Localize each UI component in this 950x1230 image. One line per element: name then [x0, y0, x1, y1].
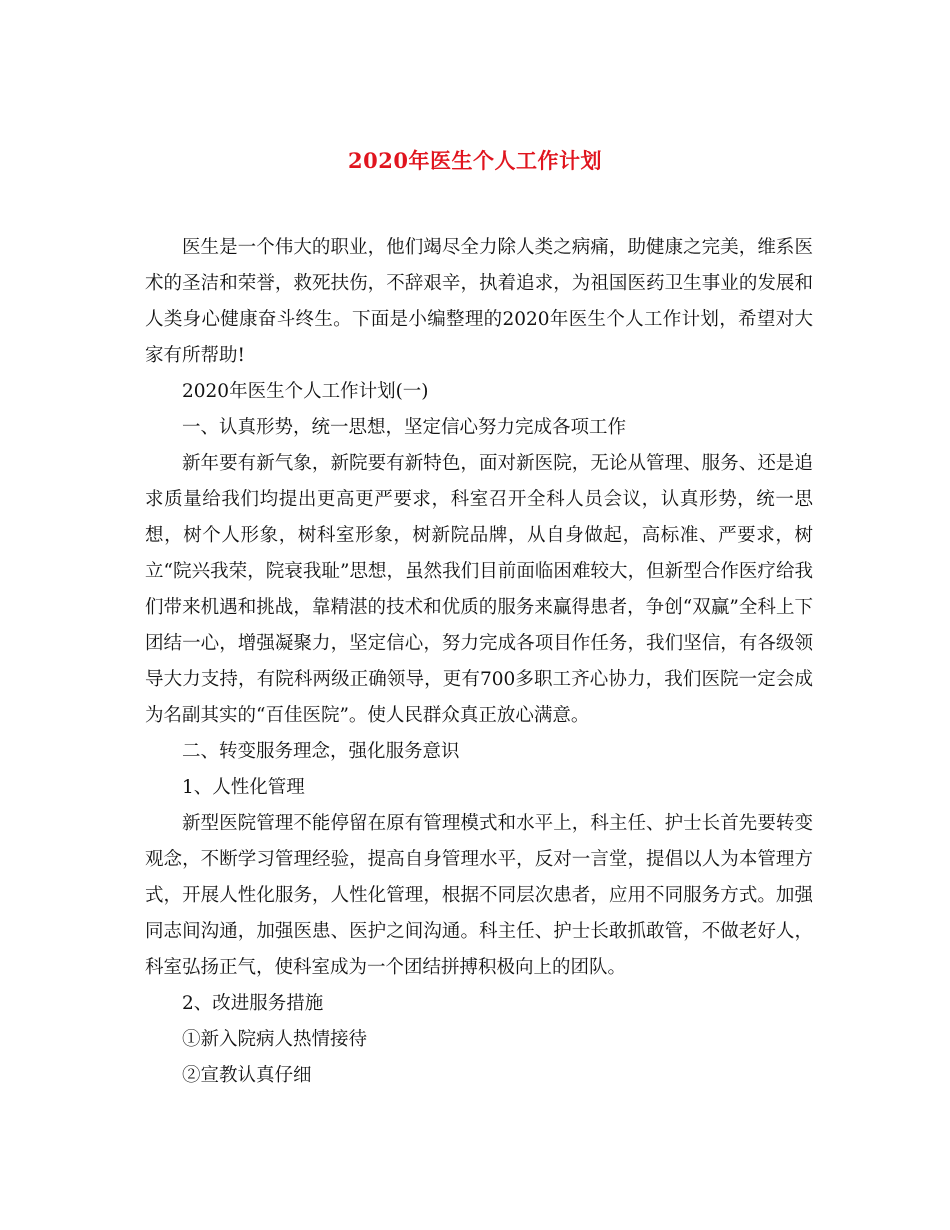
subsection-heading-2: 2、改进服务措施 — [182, 993, 324, 1014]
intro-paragraph: 医生是一个伟大的职业，他们竭尽全力除人类之病痛，助健康之完美，维系医术的圣洁和荣誉，救死扶伤，不辞艰辛，执着追求，为祖国医药卫生事业的发展和人类身心健康奋斗终生。下面是小编整理的2020年医生个人工作计划，希望对大家有所帮助! — [145, 237, 813, 366]
plan-heading: 2020年医生个人工作计划(一) — [182, 381, 429, 402]
list-item-1: ①新入院病人热情接待 — [182, 1029, 368, 1050]
subsection-heading-1: 1、人性化管理 — [182, 777, 305, 798]
document-body — [145, 230, 813, 1094]
list-item-2: ②宣教认真仔细 — [182, 1065, 312, 1086]
subsection-1-paragraph: 新型医院管理不能停留在原有管理模式和水平上，科主任、护士长首先要转变观念，不断学习管理经验，提高自身管理水平，反对一言堂，提倡以人为本管理方式，开展人性化服务，人性化管理，根据不同层次患者，应用不同服务方式。加强同志间沟通，加强医患、医护之间沟通。科主任、护士长敢抓敢管，不做老好人，科室弘扬正气，使科室成为一个团结拼搏积极向上的团队。 — [145, 813, 813, 978]
section-heading-2: 二、转变服务理念，强化服务意识 — [182, 741, 460, 762]
section-heading-1: 一、认真形势，统一思想，坚定信心努力完成各项工作 — [182, 417, 627, 438]
document-title: 2020年医生个人工作计划 — [348, 148, 602, 173]
section-1-paragraph: 新年要有新气象，新院要有新特色，面对新医院，无论从管理、服务、还是追求质量给我们均提出更高更严要求，科室召开全科人员会议，认真形势，统一思想，树个人形象，树科室形象，树新院品牌，从自身做起，高标准、严要求，树立“院兴我荣，院衰我耻”思想，虽然我们目前面临困难较大，但新型合作医疗给我们带来机遇和挑战，靠精湛的技术和优质的服务来赢得患者，争创“双赢”全科上下团结一心，增强凝聚力，坚定信心，努力完成各项目作任务，我们坚信，有各级领导大力支持，有院科两级正确领导，更有700多职工齐心协力，我们医院一定会成为名副其实的“百佳医院”。使人民群众真正放心满意。 — [145, 453, 813, 726]
